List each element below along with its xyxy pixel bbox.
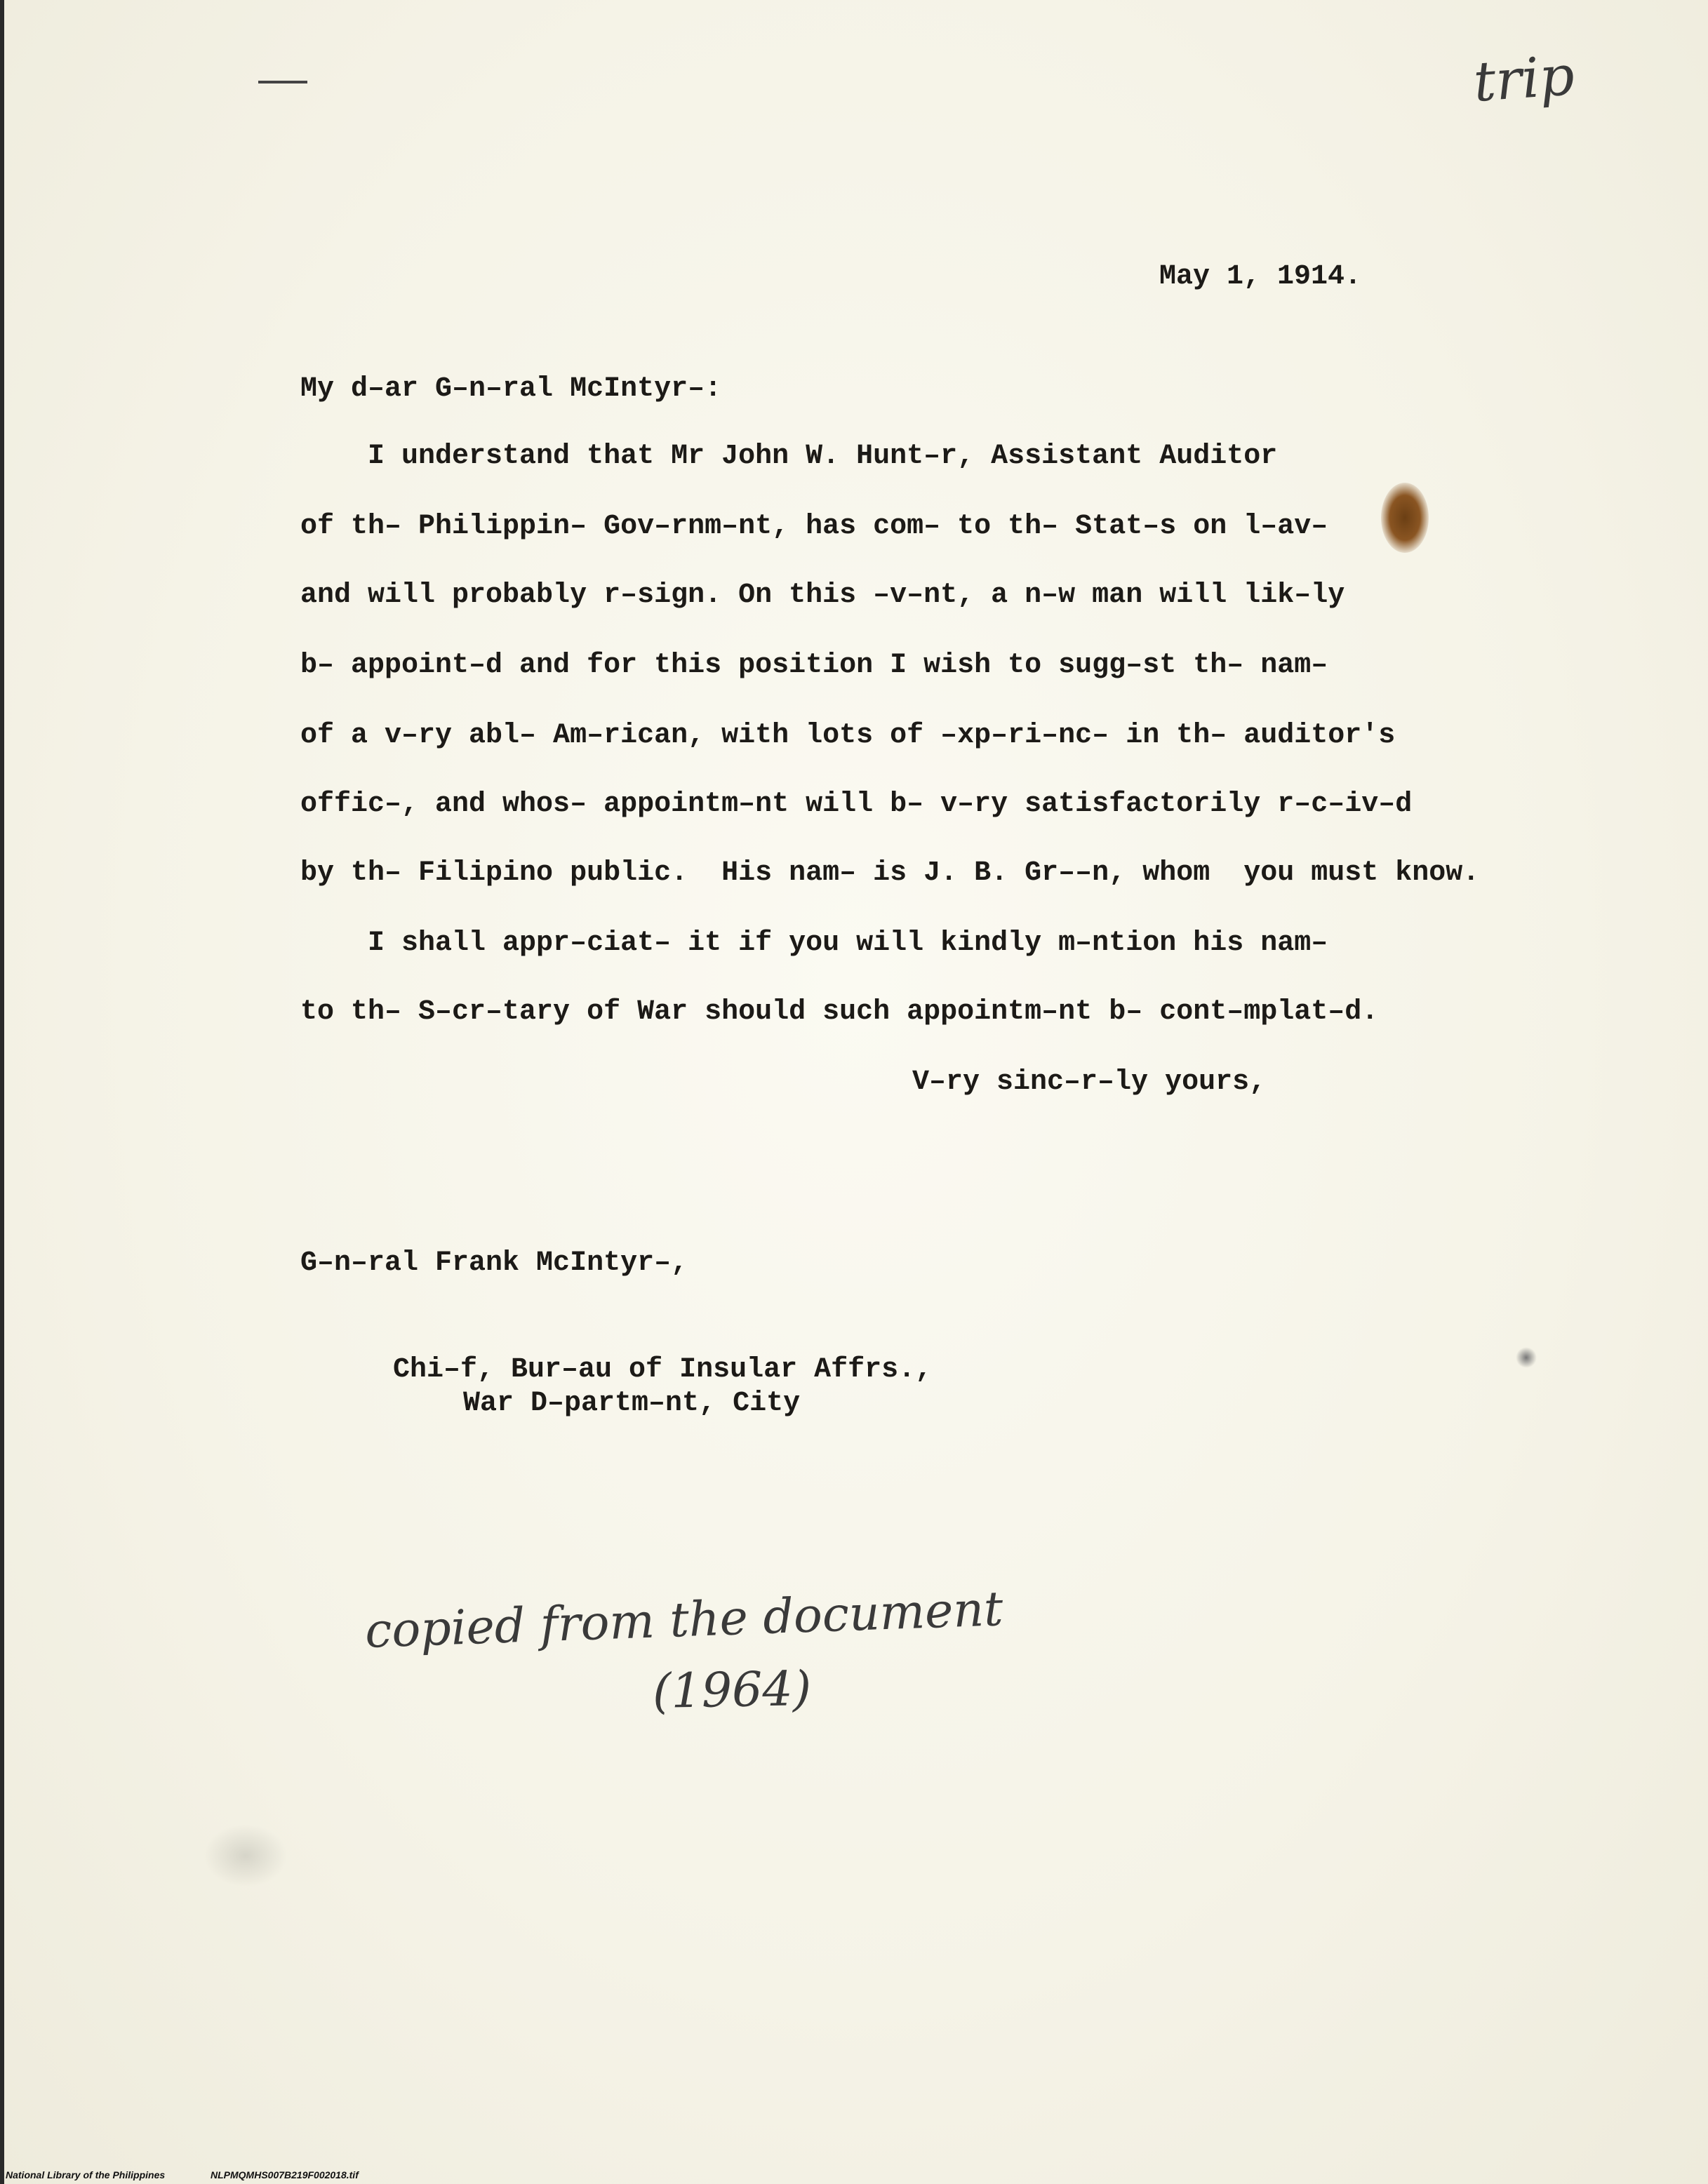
body-line: of th– Philippin– Gov–rnm–nt, has com– to th– Stat–s on l–av– xyxy=(300,511,1328,542)
addressee-department: War D–partm–nt, City xyxy=(463,1388,801,1419)
addressee-title: Chi–f, Bur–au of Insular Affrs., xyxy=(393,1354,933,1386)
body-line: offic–, and whos– appointm–nt will b– v–ry satisfactorily r–c–iv–d xyxy=(300,789,1413,820)
letter-date: May 1, 1914. xyxy=(1159,261,1362,293)
corner-note: trip xyxy=(1472,44,1577,114)
body-line: to th– S–cr–tary of War should such appointm–nt b– cont–mplat–d. xyxy=(300,996,1379,1028)
copied-year: (1964) xyxy=(652,1661,812,1720)
smudge xyxy=(204,1824,288,1887)
ink-stain xyxy=(1381,483,1429,553)
body-line: by th– Filipino public. His nam– is J. B. Gr––n, whom you must know. xyxy=(300,857,1480,889)
footer-file-id: NLPMQMHS007B219F002018.tif xyxy=(211,2169,359,2180)
body-line: b– appoint–d and for this position I wish to sugg–st th– nam– xyxy=(300,650,1328,681)
footer-institution: National Library of the Philippines xyxy=(6,2169,166,2180)
top-left-mark xyxy=(258,81,307,83)
body-line: I shall appr–ciat– it if you will kindly m–ntion his nam– xyxy=(300,927,1328,959)
addressee-name: G–n–ral Frank McIntyr–, xyxy=(300,1247,688,1279)
closing: V–ry sinc–r–ly yours, xyxy=(912,1066,1267,1098)
body-line: of a v–ry abl– Am–rican, with lots of –xp–ri–nc– in th– auditor's xyxy=(300,720,1396,751)
scan-edge xyxy=(0,0,4,2184)
smudge xyxy=(1516,1347,1537,1368)
body-line: I understand that Mr John W. Hunt–r, Assistant Auditor xyxy=(300,441,1278,472)
body-line: and will probably r–sign. On this –v–nt, a n–w man will lik–ly xyxy=(300,580,1345,611)
salutation: My d–ar G–n–ral McIntyr–: xyxy=(300,373,722,405)
copied-note: copied from the document xyxy=(363,1581,1004,1659)
